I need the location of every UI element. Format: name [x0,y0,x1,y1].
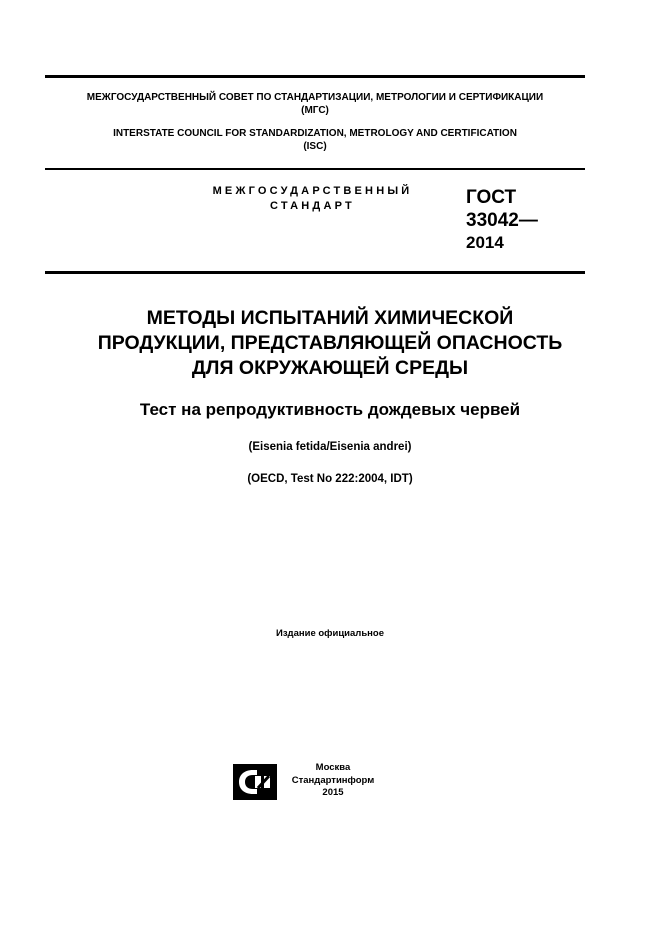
council-ru-name: МЕЖГОСУДАРСТВЕННЫЙ СОВЕТ ПО СТАНДАРТИЗАЦИИ, МЕТРОЛОГИИ И СЕРТИФИКАЦИИ [86,92,544,103]
reference-line: (OECD, Test No 222:2004, IDT) [247,473,413,485]
gost-number: 33042— [466,210,538,231]
title-line-3: ДЛЯ ОКРУЖАЮЩЕЙ СРЕДЫ [191,357,469,379]
top-rule [45,75,585,78]
council-en-abbr: (ISC) [303,141,327,152]
edition-note: Издание официальное [276,628,384,639]
council-ru-abbr: (МГС) [301,105,329,116]
title-line-1: МЕТОДЫ ИСПЫТАНИЙ ХИМИЧЕСКОЙ [146,307,514,329]
council-ru [45,91,585,117]
standard-label-line2: СТАНДАРТ [270,200,355,212]
standartinform-logo-icon [233,764,277,800]
council-en [45,127,585,153]
publisher-city: Москва [315,762,351,773]
publisher-year: 2015 [322,787,344,798]
document-title [30,306,630,381]
publisher-info [283,762,383,800]
species-line: (Eisenia fetida/Eisenia andrei) [248,441,412,453]
gost-prefix: ГОСТ [466,187,517,208]
designation-divider [45,271,585,274]
standard-label-line1: МЕЖГОСУДАРСТВЕННЫЙ [212,185,413,197]
gost-designation [466,186,586,254]
gost-year: 2014 [466,233,504,252]
standard-label [190,184,435,214]
document-subtitle: Тест на репродуктивность дождевых червей [139,400,521,419]
header-divider [45,168,585,170]
title-line-2: ПРОДУКЦИИ, ПРЕДСТАВЛЯЮЩЕЙ ОПАСНОСТЬ [97,332,563,354]
council-en-name: INTERSTATE COUNCIL FOR STANDARDIZATION, METROLOGY AND CERTIFICATION [113,128,517,139]
publisher-name: Стандартинформ [291,774,375,786]
